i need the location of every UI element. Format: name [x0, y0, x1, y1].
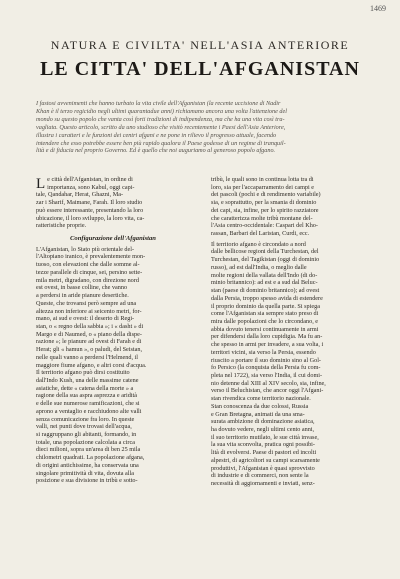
text-line: dalle bellicose regioni della Turchestan, del: [211, 248, 319, 256]
text-line: chilometri quadrati. La popolazione afgana,: [36, 454, 145, 462]
text-line: Stan conoscenza da due colossi, Russia: [211, 402, 309, 410]
text-line: asiatiche, dette « catena della morte » a: [36, 384, 134, 392]
text-line: tuoso, con elevazioni che dalle somme al-: [36, 261, 140, 269]
text-line: Margo e di Naumed, o « piano della dispe-: [36, 330, 142, 338]
text-line: totale, una popolazione calcolata a circa: [36, 438, 135, 446]
text-line: est ovest, in basse colline, che vanno: [36, 284, 128, 292]
text-line: alpestri, di agricoltori su campi scarsamente: [211, 456, 320, 464]
right-column: [211, 176, 365, 488]
text-line: sia, e soprattutto, per la smania di dominio: [211, 199, 317, 207]
text-line: Herat; gli « hamun », o paludi, del Seistan,: [36, 346, 143, 354]
article-title: LE CITTA' DELL'AFGANISTAN: [40, 58, 360, 80]
intro-line: Khan è il terzo regicidio negli ultimi quarantadue anni) richiamano ancora una volta l'attenzione del: [36, 107, 287, 115]
text-line: posizione e sua divisione in tribù e sotto-: [36, 477, 138, 485]
text-line: singolare primitività di vita, dovuta alla: [36, 469, 134, 477]
text-line: l'Asia centro-occidentale: Caspari del Kho-: [211, 222, 318, 230]
text-line: territori vicini, sia verso la Persia, essendo: [211, 348, 316, 356]
text-line: a perdersi in aride pianure desertiche.: [36, 292, 129, 300]
text-line: stan, o « regno della sabbia »; i « dasht » di: [36, 322, 144, 330]
text-line: l'Altopiano iranico, è prevalentemente mon-: [36, 253, 146, 261]
text-line: pleta nel 1722), sia verso l'India, il cui domi-: [211, 371, 323, 379]
text-line: Il territorio afgano può dirsi costituito: [36, 369, 130, 377]
drop-cap: L: [36, 176, 46, 192]
text-line: tribù, le quali sono in continua lotta tra di: [211, 176, 314, 183]
text-line: verso il Beluchistan, che ancor oggi l'Afgani-: [211, 387, 324, 395]
text-line: mano, ai sud e ovest: il deserto di Regi-: [36, 315, 135, 323]
text-line: Queste, che trovansi però sempre ad una: [36, 299, 137, 307]
text-line: riuscito a portare il suo dominio sino al Gol-: [211, 356, 321, 364]
text-line: ubicazione, il loro sviluppo, la loro vita, ca-: [36, 214, 145, 222]
text-line: e Gran Bretagna, animati da una sma-: [211, 410, 305, 418]
text-line: ragione della sua aspra asprezza e aridità: [36, 392, 138, 400]
body-paragraph: [211, 241, 365, 488]
text-line: surata ambizione di dominazione asiatica,: [211, 418, 315, 426]
text-line: dall'Indo Kush, una delle massime catene: [36, 376, 139, 384]
text-line: di industrie e di commerci, non sente la: [211, 472, 309, 480]
text-line: il proprio dominio da quella parte. Si spiega: [211, 302, 320, 310]
text-line: necessità di aggiornamenti e inviati, senz-: [211, 480, 315, 488]
text-line: molte regioni della vallata dell'Indo (di do-: [211, 271, 318, 279]
text-line: dei pascoli (pochi e di rendimento variabile): [211, 191, 321, 199]
text-line: importanza, sono Kabul, oggi capi-: [47, 183, 135, 191]
text-line: russo), ad est dall'India, o meglio dalle: [211, 263, 307, 271]
text-line: aprono a ventaglio e racchiudono alte valli: [36, 407, 142, 415]
text-line: fo Persico (la conquista della Persia fu com-: [211, 364, 321, 372]
text-line: dalla Persia, troppo spesso avida di estendere: [211, 294, 323, 302]
text-line: e città dell'Afganistan, in ordine di: [47, 176, 133, 183]
text-line: abbia dovuto tenersi continuamente in armi: [211, 325, 319, 333]
text-line: mira dalle popolazioni che lo circondano, e: [211, 317, 319, 325]
text-line: rassan, Barbari del Laristan, Curdi, ecc.: [211, 230, 310, 238]
text-line: senza comunicazione fra loro. In queste: [36, 415, 135, 423]
text-line: ratteristiche proprie.: [36, 222, 87, 230]
text-line: che spesso in armi per invadere, a sua volta, i: [211, 341, 324, 349]
text-line: loro, sia per l'accaparramento dei campi e: [211, 183, 314, 191]
article-intro: [36, 100, 364, 155]
text-line: di origini antichissime, ha conservata una: [36, 461, 139, 469]
text-line: minio britannico): ad est e a sud dal Beluc-: [211, 279, 318, 287]
text-line: stan rivendica come territorio nazionale.: [211, 395, 311, 403]
text-line: dieci milioni, sopra un'area di ben 25 mila: [36, 446, 141, 454]
text-line: tezze parallele di cinque, sei, persino sette-: [36, 268, 143, 276]
text-line: come l'Afganistan sia sempre stato preso di: [211, 310, 319, 318]
text-line: Turchestan, del Tagikistan (oggi di dominio: [211, 256, 320, 264]
intro-line: lità e di fiducia nel proprio Governo. Ed è quello che noi auguriamo al generoso popolo afgano.: [36, 147, 276, 155]
text-line: stan (paese di dominio britannico); ad ovest: [211, 287, 320, 295]
text-line: zar i Sharif, Maimane, Farah. Il loro studio: [36, 199, 143, 207]
intro-line: intendere che esso potrebbe essere ben più rapido qualora il Paese godesse di un regime di tranquil-: [36, 139, 286, 147]
text-line: il suo territorio mutilato, le sue città invase,: [211, 433, 319, 441]
intro-line: mondo su questo popolo che vanta così forti tradizioni di indipendenza, ma che ha una vita così tra-: [36, 115, 285, 123]
text-line: si raggruppano gli abitanti, formando, in: [36, 431, 137, 438]
body-paragraph: [36, 246, 190, 485]
body-paragraph: [211, 176, 365, 238]
text-line: mila metri, digradano, con direzione nord: [36, 276, 139, 284]
intro-line: I fastosi avvenimenti che hanno turbato la vita civile dell'Afganistan (la recente uccisione di Nadir: [36, 100, 281, 107]
text-line: può essere interessante, presentando la loro: [36, 206, 144, 214]
text-line: valli, nei punti dove trovasi dell'acqua,: [36, 423, 132, 431]
text-line: nelle quali vanno a perdersi l'Helmend, il: [36, 353, 138, 361]
intro-line: vagliata. Questo articolo, scritto da uno studioso che visitò recentemente i Paesi dell'Asia Anteriore,: [36, 123, 286, 131]
intro-line: illustra i caratteri e le funzioni dei centri afgani e ne pone in rilievo il progresso attuale, facendo: [36, 131, 277, 139]
text-line: produttivi, l'Afganistan è quasi sprovvisto: [211, 464, 315, 472]
opening-paragraph: [36, 176, 190, 230]
text-line: nio detenne dal XIII al XIV secolo, sia, infine,: [211, 379, 326, 387]
text-line: per difendersi dalla loro cupidigia. Ma fu an-: [211, 333, 323, 341]
text-line: che caratterizza molte tribù montane del-: [211, 214, 313, 222]
page-number: 1469: [370, 4, 386, 13]
text-line: Il territorio afgano è circondato a nord: [211, 240, 306, 248]
text-line: altezza non inferiore ai seicento metri, for-: [36, 307, 142, 315]
text-line: L'Afganistan, lo Stato più orientale del-: [36, 245, 135, 253]
left-column: [36, 176, 190, 485]
section-heading: Configurazione dell'Afganistan: [70, 235, 156, 243]
text-line: ha dovuto vedere, negli ultimi cento anni,: [211, 426, 315, 433]
text-line: razione »; le pianure ad ovest di Farah e di: [36, 338, 142, 346]
text-line: lità di evolversi. Paese di pastori ed incolti: [211, 449, 317, 457]
text-line: e delle sue numerose ramificazioni, che si: [36, 400, 140, 408]
text-line: dei capi, sia, infine, per lo spirito razziatore: [211, 206, 319, 214]
article-kicker: NATURA E CIVILTA' NELL'ASIA ANTERIORE: [50, 38, 350, 52]
text-line: maggiore fiume afgano, e altri corsi d'acqua.: [36, 361, 147, 369]
text-line: tale, Qandahar, Herat, Ghazni, Ma-: [36, 191, 124, 199]
text-line: la sua vita sconvolta, pratica ogni possibi-: [211, 441, 315, 449]
